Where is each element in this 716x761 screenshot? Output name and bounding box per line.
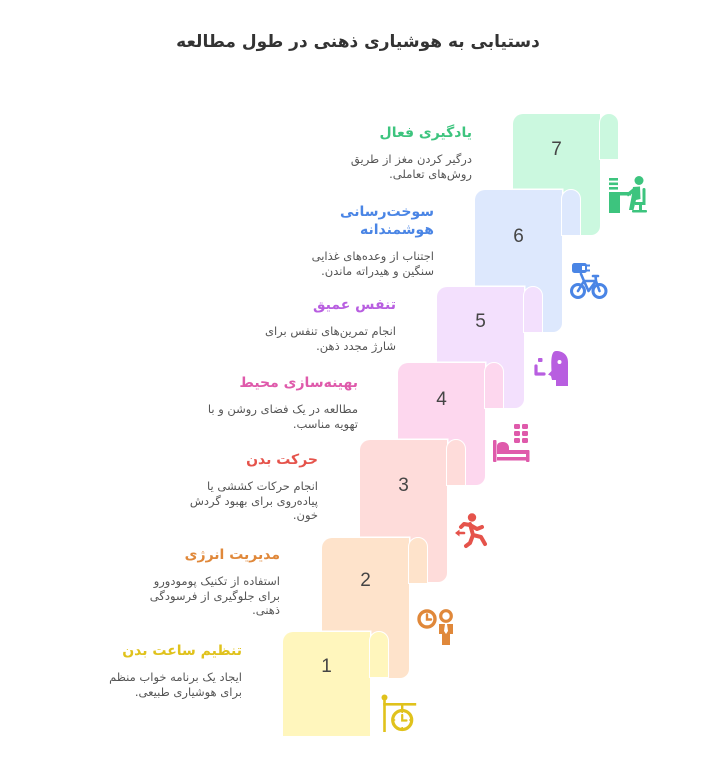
description-line: اجتناب از وعده‌های غذایی: [311, 249, 434, 263]
scroll-curl: [561, 189, 581, 236]
description-line: ایجاد یک برنامه خواب منظم: [109, 670, 242, 684]
person-studying-icon: [609, 175, 647, 213]
scroll-curl: [523, 286, 543, 333]
description-line: استفاده از تکنیک پومودورو: [153, 574, 280, 588]
scroll-curl: [599, 113, 619, 160]
step-title: حرکت بدن: [246, 452, 318, 468]
breathing-face-icon: [531, 349, 569, 387]
page-title: دستیابی به هوشیاری ذهنی در طول مطالعه: [176, 32, 540, 52]
step-text: [234, 203, 434, 278]
step-number: 6: [513, 226, 524, 247]
step-description: [118, 479, 318, 523]
scroll-curl: [408, 537, 428, 584]
description-line: خون.: [292, 508, 318, 522]
description-line: شارژ مجدد ذهن.: [316, 338, 396, 353]
step-description: [196, 324, 396, 353]
step-title: تنفس عمیق: [313, 297, 396, 313]
description-line: روش‌های تعاملی.: [389, 166, 472, 181]
clock-and-person-icon: [417, 607, 455, 645]
step-text: [118, 451, 318, 523]
step-number: 5: [475, 311, 486, 332]
step-number: 1: [321, 656, 332, 677]
step-number: 2: [360, 570, 371, 591]
description-line: مطالعه در یک فضای روشن و با: [207, 402, 358, 416]
step-description: [80, 574, 280, 618]
scroll-curl: [484, 362, 504, 409]
bed-and-window-icon: [493, 424, 531, 462]
description-line: تهویه مناسب.: [292, 416, 358, 431]
description-line: انجام حرکات کششی یا: [207, 479, 318, 493]
step-number: 7: [551, 139, 562, 160]
step-title: [234, 203, 434, 239]
description-line: سنگین و هیدراته ماندن.: [321, 263, 434, 278]
step-description: [272, 152, 472, 181]
step-title: بهینه‌سازی محیط: [239, 375, 358, 391]
description-line: برای هوشیاری طبیعی.: [134, 684, 242, 699]
step-text: [158, 374, 358, 431]
step-text: [80, 546, 280, 618]
title-line: هوشمندانه: [360, 222, 434, 238]
running-person-icon: [455, 513, 493, 551]
description-line: پیاده‌روی برای بهبود گردش: [189, 493, 318, 508]
step-title: یادگیری فعال: [379, 125, 472, 141]
step-text: [196, 296, 396, 353]
description-line: برای جلوگیری از فرسودگی: [149, 588, 280, 603]
description-line: ذهنی.: [252, 603, 280, 617]
step-title: تنظیم ساعت بدن: [122, 643, 242, 659]
step-description: [234, 249, 434, 278]
step-description: [158, 402, 358, 431]
scroll-curl: [369, 631, 389, 678]
hanging-clock-sign-icon: [380, 694, 418, 732]
scroll-body: [283, 632, 370, 736]
description-line: انجام تمرین‌های تنفس برای: [264, 324, 396, 338]
title-line: سوخت‌رسانی: [340, 204, 434, 220]
description-line: درگیر کردن مغز از طریق: [350, 152, 472, 166]
bike-battery-icon: [570, 262, 608, 300]
step-text: [272, 124, 472, 181]
step-number: 4: [436, 389, 447, 410]
step-number: 3: [398, 475, 409, 496]
scroll-curl: [446, 439, 466, 486]
step-title: مدیریت انرژی: [184, 547, 280, 563]
step-description: [42, 670, 242, 699]
step-text: [42, 642, 242, 699]
